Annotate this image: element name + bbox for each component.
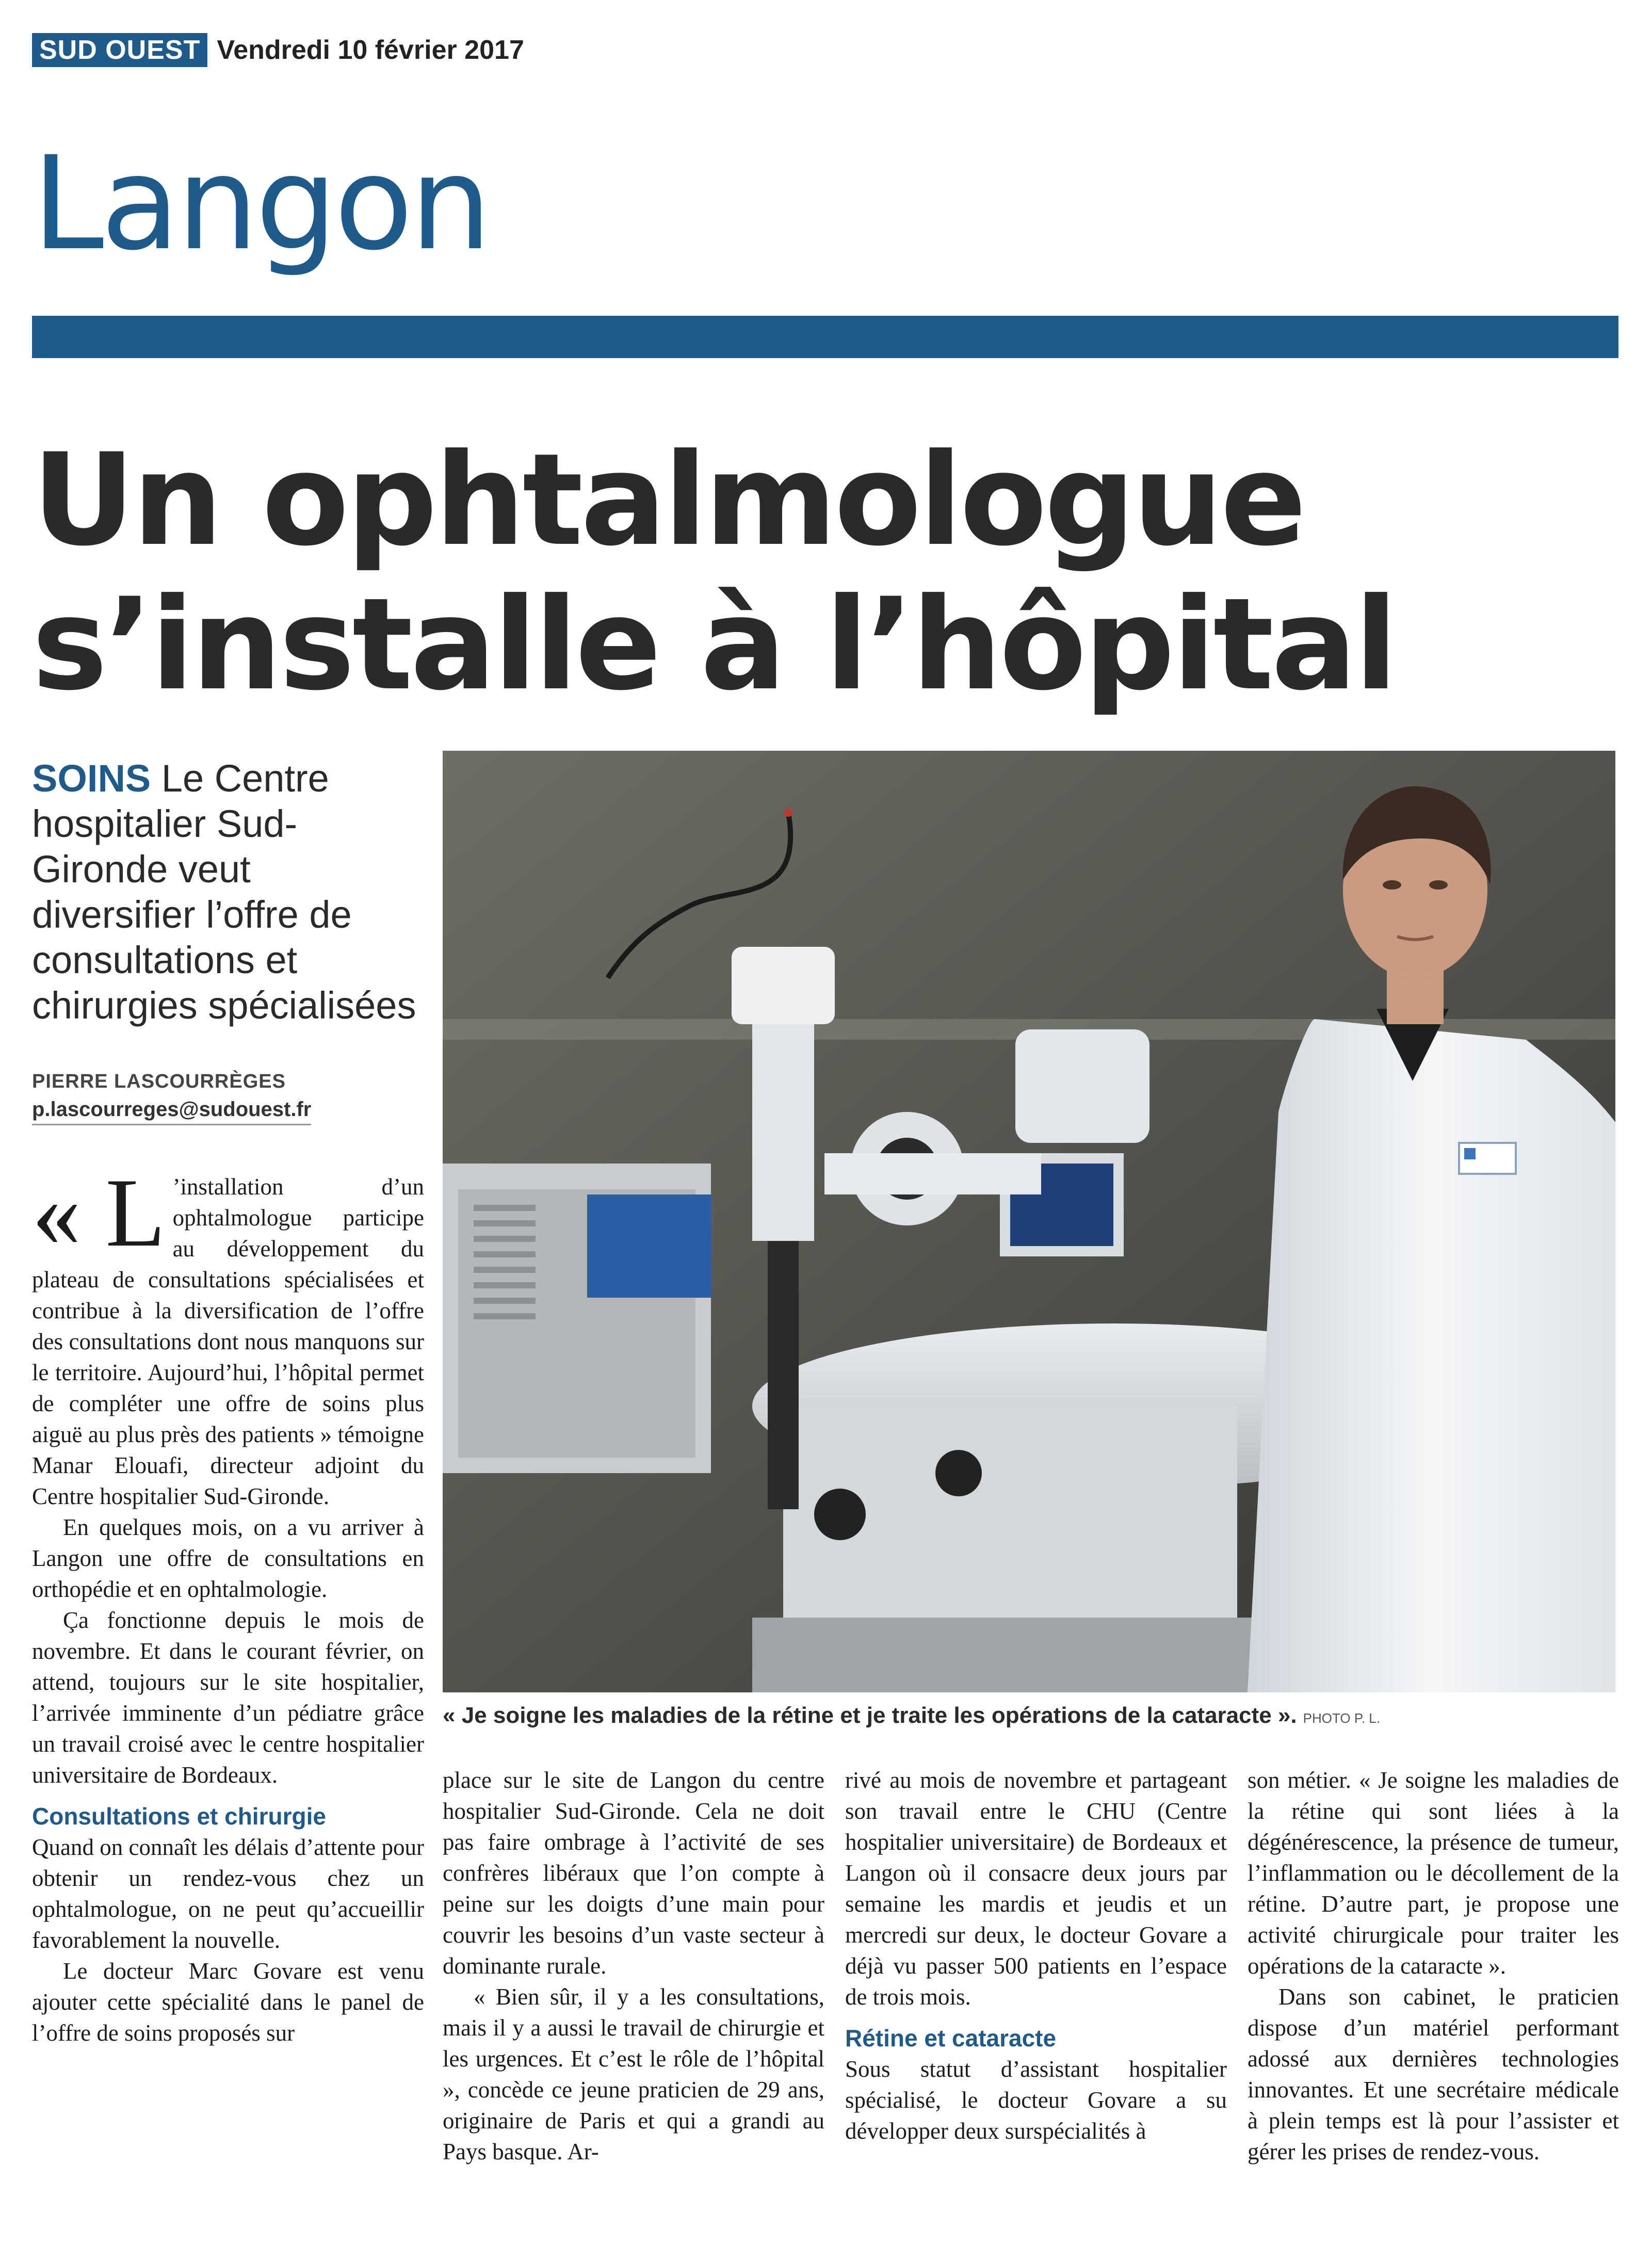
issue-date: Vendredi 10 février 2017 <box>217 35 524 65</box>
drop-cap: « L <box>32 1159 166 1267</box>
paragraph: Le docteur Marc Govare est venu ajouter cette spécialité dans le panel de l’offre de soins proposés sur <box>32 1958 424 2046</box>
lede-text: Le Centre hospitalier Sud-Gironde veut diversifier l’offre de consultations et chirurgies spécialisées <box>32 757 416 1027</box>
caption-text: « Je soigne les maladies de la rétine et je traite les opérations de la cataracte ». <box>443 1703 1297 1728</box>
author-email[interactable]: p.lascourreges@sudouest.fr <box>32 1095 311 1125</box>
headline <box>32 428 1580 717</box>
article-column-1 <box>32 1159 424 2048</box>
paragraph: rivé au mois de novembre et partageant son travail entre le CHU (Centre hospitalier universitaire) de Bordeaux et Langon où il consacre deux jours par semaine les mardis et jeudis et un mercredi sur deux, le docteur Govare a déjà vu passer 500 patients en l’espace de trois mois. <box>845 1767 1227 2010</box>
paragraph: ’installation d’un ophtalmologue participe au développement du plateau de consultations spécialisées et contribue à la diversification de l’offre des consultations dont nous manquons sur le territoire. Aujourd’hui, l’hôpital permet de compléter une offre de soins plus aiguë au plus près des patients » témoigne Manar Elouafi, directeur adjoint du Centre hospitalier Sud-Gironde. <box>32 1174 424 1509</box>
paragraph: son métier. « Je soigne les maladies de la rétine qui sont liées à la dégénérescence, la présence de tumeur, l’inflammation ou le décollement de la rétine. D’autre part, je propose une activité chirurgicale pour traiter les opérations de la cataracte ». <box>1248 1767 1619 1979</box>
paragraph: Sous statut d’assistant hospitalier spécialisé, le docteur Govare a su développer deux surspécialités à <box>845 2056 1227 2144</box>
author-name: PIERRE LASCOURRÈGES <box>32 1071 286 1092</box>
article-column-3 <box>845 1765 1227 2146</box>
subheading: Consultations et chirurgie <box>32 1803 326 1830</box>
paragraph: En quelques mois, on a vu arriver à Langon une offre de consultations en orthopédie et en ophtalmologie. <box>32 1514 424 1602</box>
paragraph: « Bien sûr, il y a les consultations, mais il y a aussi le travail de chirurgie et les urgences. Et c’est le rôle de l’hôpital », concède ce jeune praticien de 29 ans, originaire de Paris et qui a grandi au Pays basque. Ar- <box>443 1984 824 2165</box>
newspaper-logo: SUD OUEST <box>32 33 207 67</box>
photo-credit: PHOTO P. L. <box>1303 1710 1380 1726</box>
article-column-4 <box>1248 1765 1619 2167</box>
subheading: Rétine et cataracte <box>845 2025 1057 2052</box>
article-column-2 <box>443 1765 824 2167</box>
article-photo <box>443 751 1615 1692</box>
photo-caption <box>443 1703 1619 1729</box>
paragraph: place sur le site de Langon du centre hospitalier Sud-Gironde. Cela ne doit pas faire ombrage à l’activité de ses confrères libéraux que l’on compte à peine sur les doigts d’une main pour couvrir les besoins d’un vaste secteur à dominante rurale. <box>443 1767 824 1979</box>
byline <box>32 1068 424 1125</box>
lede <box>32 756 424 1028</box>
lede-kicker: SOINS <box>32 757 151 800</box>
section-title: Langon <box>32 128 489 279</box>
doctor-with-slit-lamp-photo <box>443 751 1615 1692</box>
paragraph: Dans son cabinet, le praticien dispose d’un matériel performant adossé aux dernières technologies innovantes. Et une secrétaire médicale à plein temps est là pour l’assister et gérer les prises de rendez-vous. <box>1248 1984 1619 2165</box>
headline-line-1: Un ophtalmologue <box>32 427 1304 574</box>
paragraph: Quand on connaît les délais d’attente pour obtenir un rendez-vous chez un ophtalmologue, on ne peut qu’accueillir favorablement la nouvelle. <box>32 1834 424 1953</box>
paragraph: Ça fonctionne depuis le mois de novembre. Et dans le courant février, on attend, toujours sur le site hospitalier, l’arrivée imminente d’un pédiatre grâce un travail croisé avec le centre hospitalier universitaire de Bordeaux. <box>32 1607 424 1788</box>
headline-line-2: s’installe à l’hôpital <box>32 571 1396 719</box>
section-rule <box>32 316 1618 358</box>
masthead <box>32 32 524 68</box>
